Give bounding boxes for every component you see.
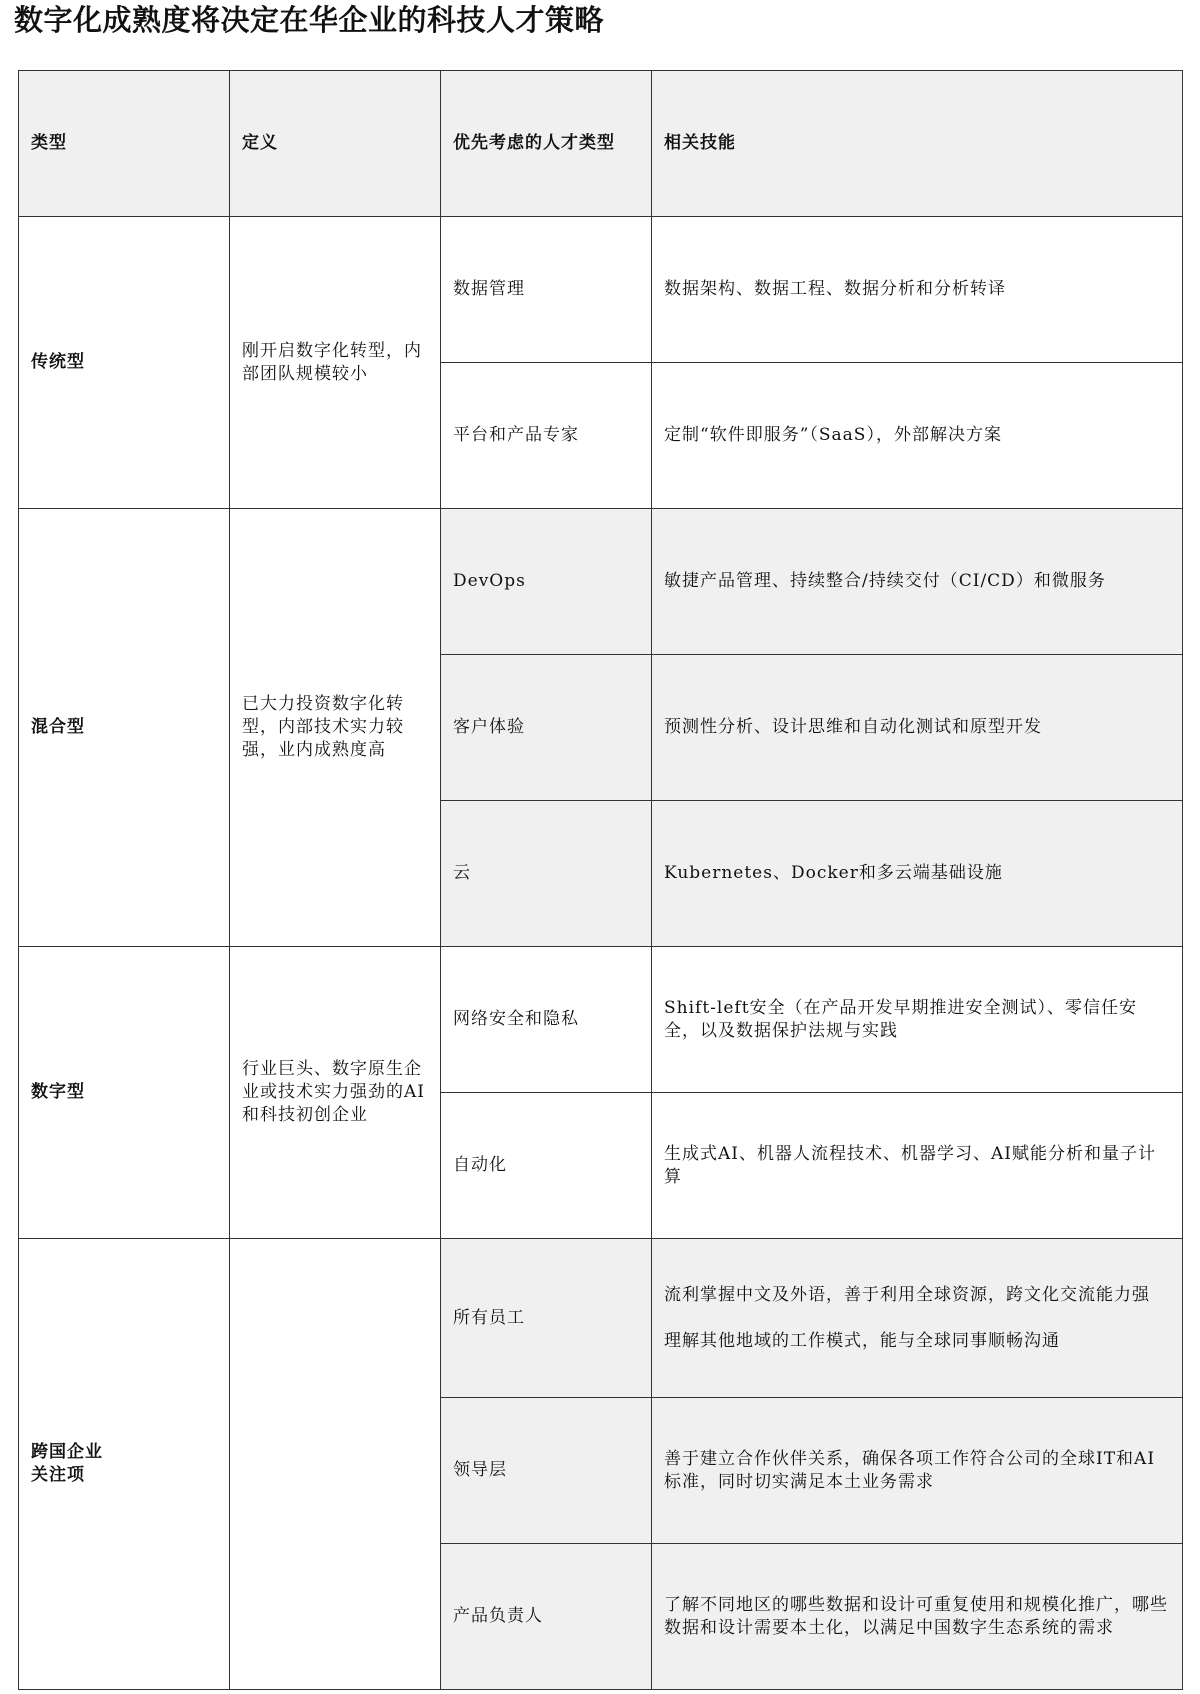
definition-cell-hybrid: 已大力投资数字化转型，内部技术实力较强，业内成熟度高 (230, 509, 441, 947)
skill-cell (652, 1544, 1183, 1690)
skill-cell (652, 363, 1183, 509)
skill-cell (652, 1239, 1183, 1398)
skill-text: Kubernetes、Docker和多云端基础设施 (664, 863, 1003, 883)
skill-text: 善于建立合作伙伴关系，确保各项工作符合公司的全球IT和AI标准，同时切实满足本土业务需求 (664, 1448, 1156, 1492)
table-row (19, 947, 1183, 1093)
skill-text: 预测性分析、设计思维和自动化测试和原型开发 (664, 717, 1042, 737)
header-skills: 相关技能 (652, 71, 1183, 217)
table-row (19, 1239, 1183, 1398)
type-label: 数字型 (31, 1082, 85, 1102)
talent-cell: 网络安全和隐私 (441, 947, 652, 1093)
header-type: 类型 (19, 71, 230, 217)
talent-cell: 云 (441, 801, 652, 947)
skill-text: 数据架构、数据工程、数据分析和分析转译 (664, 279, 1006, 299)
type-cell-digital (19, 947, 230, 1239)
talent-strategy-table (18, 70, 1183, 1690)
definition-cell-traditional: 刚开启数字化转型，内部团队规模较小 (230, 217, 441, 509)
type-label: 传统型 (31, 352, 85, 372)
type-label: 跨国企业 关注项 (31, 1442, 103, 1485)
talent-cell: 产品负责人 (441, 1544, 652, 1690)
definition-cell-digital: 行业巨头、数字原生企业或技术实力强劲的AI和科技初创企业 (230, 947, 441, 1239)
skill-cell (652, 1398, 1183, 1544)
skill-text: 了解不同地区的哪些数据和设计可重复使用和规模化推广，哪些数据和设计需要本土化，以满足中国数字生态系统的需求 (664, 1594, 1168, 1638)
talent-cell: 客户体验 (441, 655, 652, 801)
talent-cell: 自动化 (441, 1093, 652, 1239)
skill-cell (652, 801, 1183, 947)
skill-cell (652, 1093, 1183, 1239)
talent-cell: 所有员工 (441, 1239, 652, 1398)
page-title: 数字化成熟度将决定在华企业的科技人才策略 (14, 3, 605, 37)
skill-text: 理解其他地域的工作模式，能与全球同事顺畅沟通 (664, 1330, 1060, 1351)
type-cell-hybrid (19, 509, 230, 947)
table-row (19, 217, 1183, 363)
table-header-row (19, 71, 1183, 217)
talent-cell: 领导层 (441, 1398, 652, 1544)
type-cell-traditional (19, 217, 230, 509)
type-cell-multinational (19, 1239, 230, 1690)
talent-cell: 平台和产品专家 (441, 363, 652, 509)
skill-cell (652, 947, 1183, 1093)
type-label: 混合型 (31, 717, 85, 737)
skill-text: 敏捷产品管理、持续整合/持续交付（CI/CD）和微服务 (664, 571, 1106, 591)
talent-cell: DevOps (441, 509, 652, 655)
skill-cell (652, 509, 1183, 655)
skill-cell (652, 217, 1183, 363)
header-talent: 优先考虑的人才类型 (441, 71, 652, 217)
definition-cell-multinational (230, 1239, 441, 1690)
skill-text: 生成式AI、机器人流程技术、机器学习、AI赋能分析和量子计算 (664, 1143, 1156, 1187)
header-definition: 定义 (230, 71, 441, 217)
skill-text: 定制“软件即服务”（SaaS），外部解决方案 (664, 425, 1002, 445)
talent-cell: 数据管理 (441, 217, 652, 363)
table-row (19, 509, 1183, 655)
skill-text: 流利掌握中文及外语，善于利用全球资源，跨文化交流能力强 (664, 1284, 1150, 1305)
skill-text: Shift-left安全（在产品开发早期推进安全测试）、零信任安全，以及数据保护法规与实践 (664, 997, 1138, 1041)
skill-cell (652, 655, 1183, 801)
